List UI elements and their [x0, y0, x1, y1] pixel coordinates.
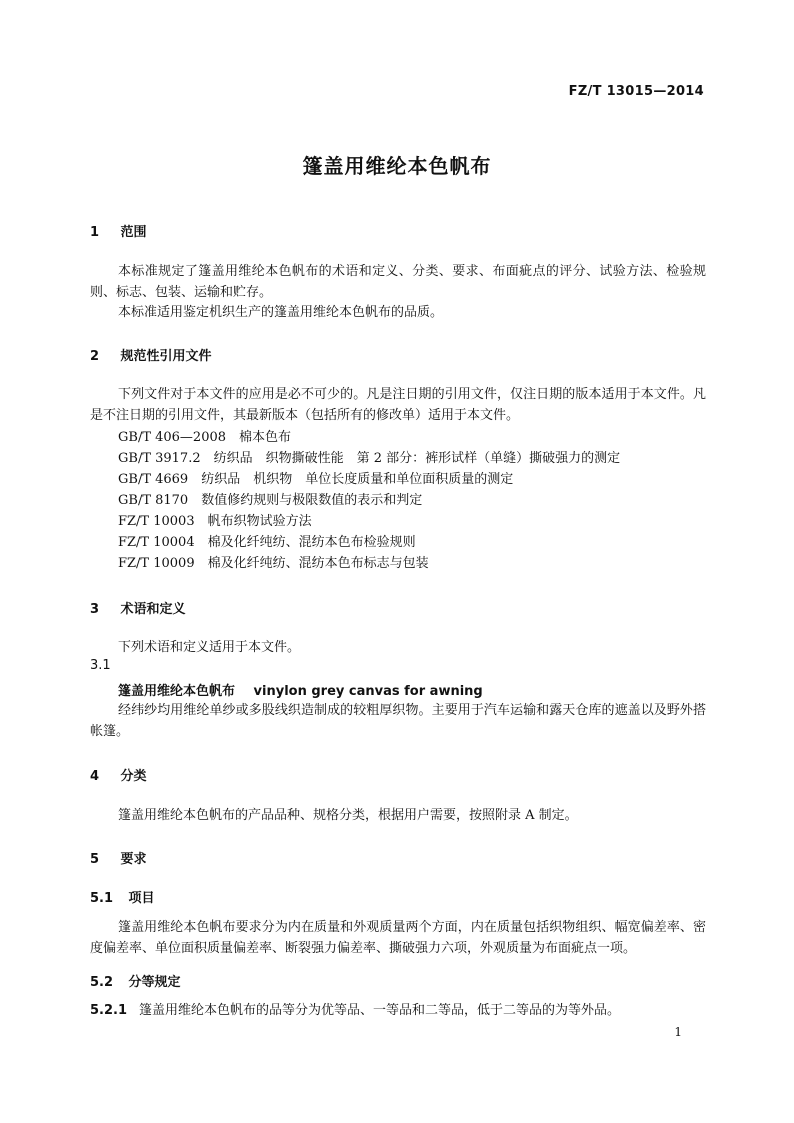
section-number: 5 — [90, 852, 100, 867]
section-2-heading — [90, 345, 212, 364]
term-entry — [118, 680, 483, 699]
section-4-paragraph-1: 篷盖用维纶本色帆布的产品品种、规格分类，根据用户需要，按照附录 A 制定。 — [118, 808, 578, 823]
reference-item: FZ/T 10003 帆布织物试验方法 — [118, 514, 312, 529]
term-english: vinylon grey canvas for awning — [253, 684, 483, 699]
page-number: 1 — [674, 1025, 682, 1039]
section-1-paragraph-2: 本标准适用鉴定机织生产的篷盖用维纶本色帆布的品质。 — [118, 305, 444, 320]
reference-item: GB/T 4669 纺织品 机织物 单位长度质量和单位面积质量的测定 — [118, 472, 514, 487]
clause-5-2-1 — [90, 1000, 706, 1021]
section-title: 分类 — [120, 769, 147, 784]
section-number: 4 — [90, 769, 100, 784]
subsection-5-1-paragraph: 篷盖用维纶本色帆布要求分为内在质量和外观质量两个方面，内在质量包括织物组织、幅宽偏差率、密度偏差率、单位面积质量偏差率、断裂强力偏差率、撕破强力六项，外观质量为布面疵点一项。 — [90, 920, 706, 956]
section-title: 分等规定 — [128, 975, 181, 990]
term-chinese: 篷盖用维纶本色帆布 — [118, 684, 236, 699]
reference-item: GB/T 8170 数值修约规则与极限数值的表示和判定 — [118, 493, 423, 508]
term-definition: 经纬纱均用维纶单纱或多股线织造制成的较粗厚织物。主要用于汽车运输和露天仓库的遮盖以及野外搭帐篷。 — [90, 703, 706, 739]
section-title: 项目 — [128, 891, 155, 906]
section-number: 3 — [90, 602, 100, 617]
subsection-5-1-heading — [90, 887, 155, 906]
reference-item: FZ/T 10004 棉及化纤纯纺、混纺本色布检验规则 — [118, 535, 416, 550]
subsection-number-3-1: 3.1 — [90, 658, 111, 673]
section-number: 5.1 — [90, 891, 114, 906]
section-title: 范围 — [120, 225, 147, 240]
section-5-heading — [90, 848, 147, 867]
section-1-paragraph-1: 本标准规定了篷盖用维纶本色帆布的术语和定义、分类、要求、布面疵点的评分、试验方法、检验规则、标志、包装、运输和贮存。 — [90, 264, 706, 300]
reference-item: GB/T 3917.2 纺织品 织物撕破性能 第 2 部分：裤形试样（单缝）撕破强力的测定 — [118, 451, 621, 466]
section-3-heading — [90, 598, 186, 617]
section-title: 术语和定义 — [120, 602, 186, 617]
reference-item: GB/T 406—2008 棉本色布 — [118, 430, 292, 445]
standard-number: FZ/T 13015—2014 — [568, 84, 704, 99]
clause-text: 篷盖用维纶本色帆布的品等分为优等品、一等品和二等品，低于二等品的为等外品。 — [139, 1003, 621, 1018]
section-title: 要求 — [120, 852, 147, 867]
section-2-paragraph-1: 下列文件对于本文件的应用是必不可少的。凡是注日期的引用文件，仅注日期的版本适用于本文件。凡是不注日期的引用文件，其最新版本（包括所有的修改单）适用于本文件。 — [90, 387, 706, 423]
section-number: 2 — [90, 349, 100, 364]
section-title: 规范性引用文件 — [120, 349, 212, 364]
section-4-heading — [90, 765, 147, 784]
reference-item: FZ/T 10009 棉及化纤纯纺、混纺本色布标志与包装 — [118, 556, 429, 571]
document-title: 篷盖用维纶本色帆布 — [302, 154, 492, 178]
section-1-heading — [90, 221, 147, 240]
section-3-paragraph-1: 下列术语和定义适用于本文件。 — [118, 640, 301, 655]
section-number: 1 — [90, 225, 100, 240]
subsection-5-2-heading — [90, 971, 181, 990]
clause-number: 5.2.1 — [90, 1003, 128, 1018]
section-number: 5.2 — [90, 975, 114, 990]
